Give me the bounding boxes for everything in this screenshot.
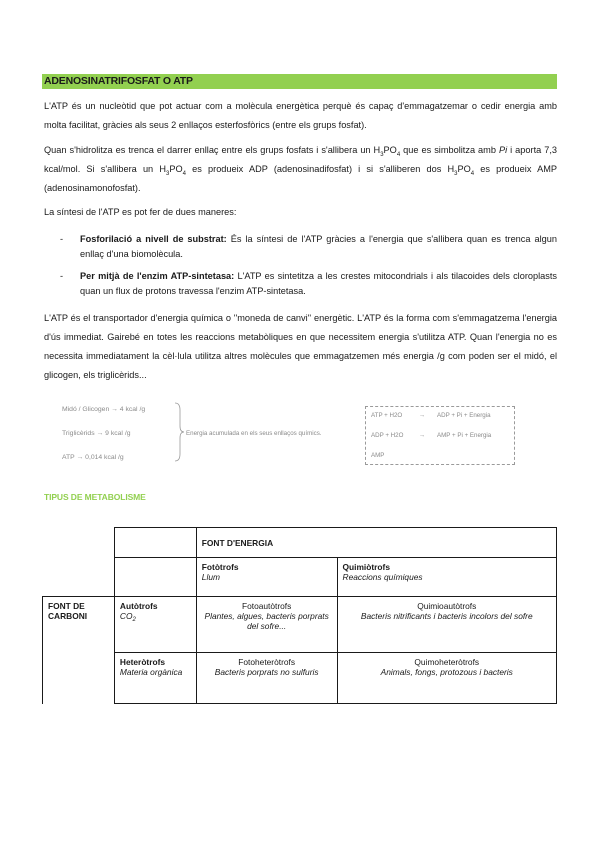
reaction-row: ADP + H2O → AMP + Pi + Energia (371, 432, 492, 439)
reaction-row: ATP + H2O → ADP + Pi + Energia (371, 412, 491, 419)
paragraph-synthesis-intro: La síntesi de l'ATP es pot fer de dues maneres: (44, 207, 237, 217)
phototrophs-header: Fotòtrofs Llum (196, 558, 337, 597)
autotrophs-header: Autòtrofs $CO_2$ (114, 597, 196, 653)
section-title: TIPUS DE METABOLISME (44, 492, 146, 502)
paragraph-atp-transport: L'ATP és el transportador d'energia química o ''moneda de canvi'' energètic. L'ATP és la forma com s'emmagatzema l'energia d'ús immediat. Gairebé en totes les reaccions metabòliques en que necessitem energia s'utilitza ATP. Quan l'energia no es necessita immediatament la cèl·lula utilitza altres molècules que emmagatzemen més energia /g com poden ser el midó, el glicogen, els triglicèrids... (44, 313, 557, 380)
empty-cell (43, 528, 115, 558)
curly-brace-icon (173, 402, 185, 462)
carbon-source-header: FONT DE CARBONI (43, 597, 115, 704)
arrow-icon: → (418, 432, 426, 439)
atp-reactions-box (365, 406, 515, 465)
chemoautotrophs-cell: Quimioautòtrofs Bacteris nitrificants i bacteris incolors del sofre (337, 597, 556, 653)
energy-summary: Energia acumulada en els seus enllaços químics. (186, 430, 322, 437)
energy-value: Midó / Glicogen → 4 kcal /g (62, 406, 146, 413)
page-title: ADENOSINATRIFOSFAT O ATP (42, 74, 557, 89)
energy-value: ATP → 0,014 kcal /g (62, 454, 124, 461)
empty-cell (114, 528, 196, 558)
energy-source-header: FONT D'ENERGIA (196, 528, 556, 558)
energy-values-list (62, 404, 145, 476)
energy-value: Triglicèrids → 9 kcal /g (62, 430, 131, 437)
reaction-row: AMP (371, 452, 385, 459)
metabolism-table (42, 527, 557, 704)
arrow-icon: → (418, 412, 426, 419)
list-item: - Per mitjà de l'enzim ATP-sintetasa: L'ATP es sintetitza a les crestes mitocondrials i als tilacoides dels cloroplasts quan un flux de protons travessa l'enzim ATP-sintetasa. (60, 271, 557, 296)
synthesis-list (44, 232, 557, 306)
empty-cell (43, 558, 115, 597)
list-item: - Fosforilació a nivell de substrat: És la síntesi de l'ATP gràcies a l'energia que s'allibera quan es trenca algun enllaç d'una biomolècula. (60, 234, 557, 259)
photoheterotrophs-cell: Fotoheteròtrofs Bacteris porprats no sulfuris (196, 653, 337, 704)
heterotrophs-header: Heteròtrofs Materia orgànica (114, 653, 196, 704)
paragraph-atp-intro: L'ATP és un nucleòtid que pot actuar com a molècula energètica perquè és capaç d'emmagatzemar o cedir energia amb molta facilitat, gràcies als seus 2 enllaços esterfosfòrics (entre els grups fosfat). (44, 101, 557, 130)
paragraph-hydrolysis: Quan s'hidrolitza es trenca el darrer enllaç entre els grups fosfats i s'allibera un $H_3PO_4$ que es simbolitza amb Pi i aporta 7,3 kcal/mol. Si s'allibera un $H_3PO_4$ es produeix ADP (adenosinadifosfat) i si s'alliberen dos $H_3PO_4$ es produeix AMP (adenosinamonofosfat). (44, 145, 558, 193)
chemotrophs-header: Quimiòtrofs Reaccions químiques (337, 558, 556, 597)
empty-cell (114, 558, 196, 597)
chemoheterotrophs-cell: Quimoheteròtrofs Animals, fongs, protozous i bacteris (337, 653, 556, 704)
photoautotrophs-cell: Fotoautòtrofs Plantes, algues, bacteris porprats del sofre... (196, 597, 337, 653)
